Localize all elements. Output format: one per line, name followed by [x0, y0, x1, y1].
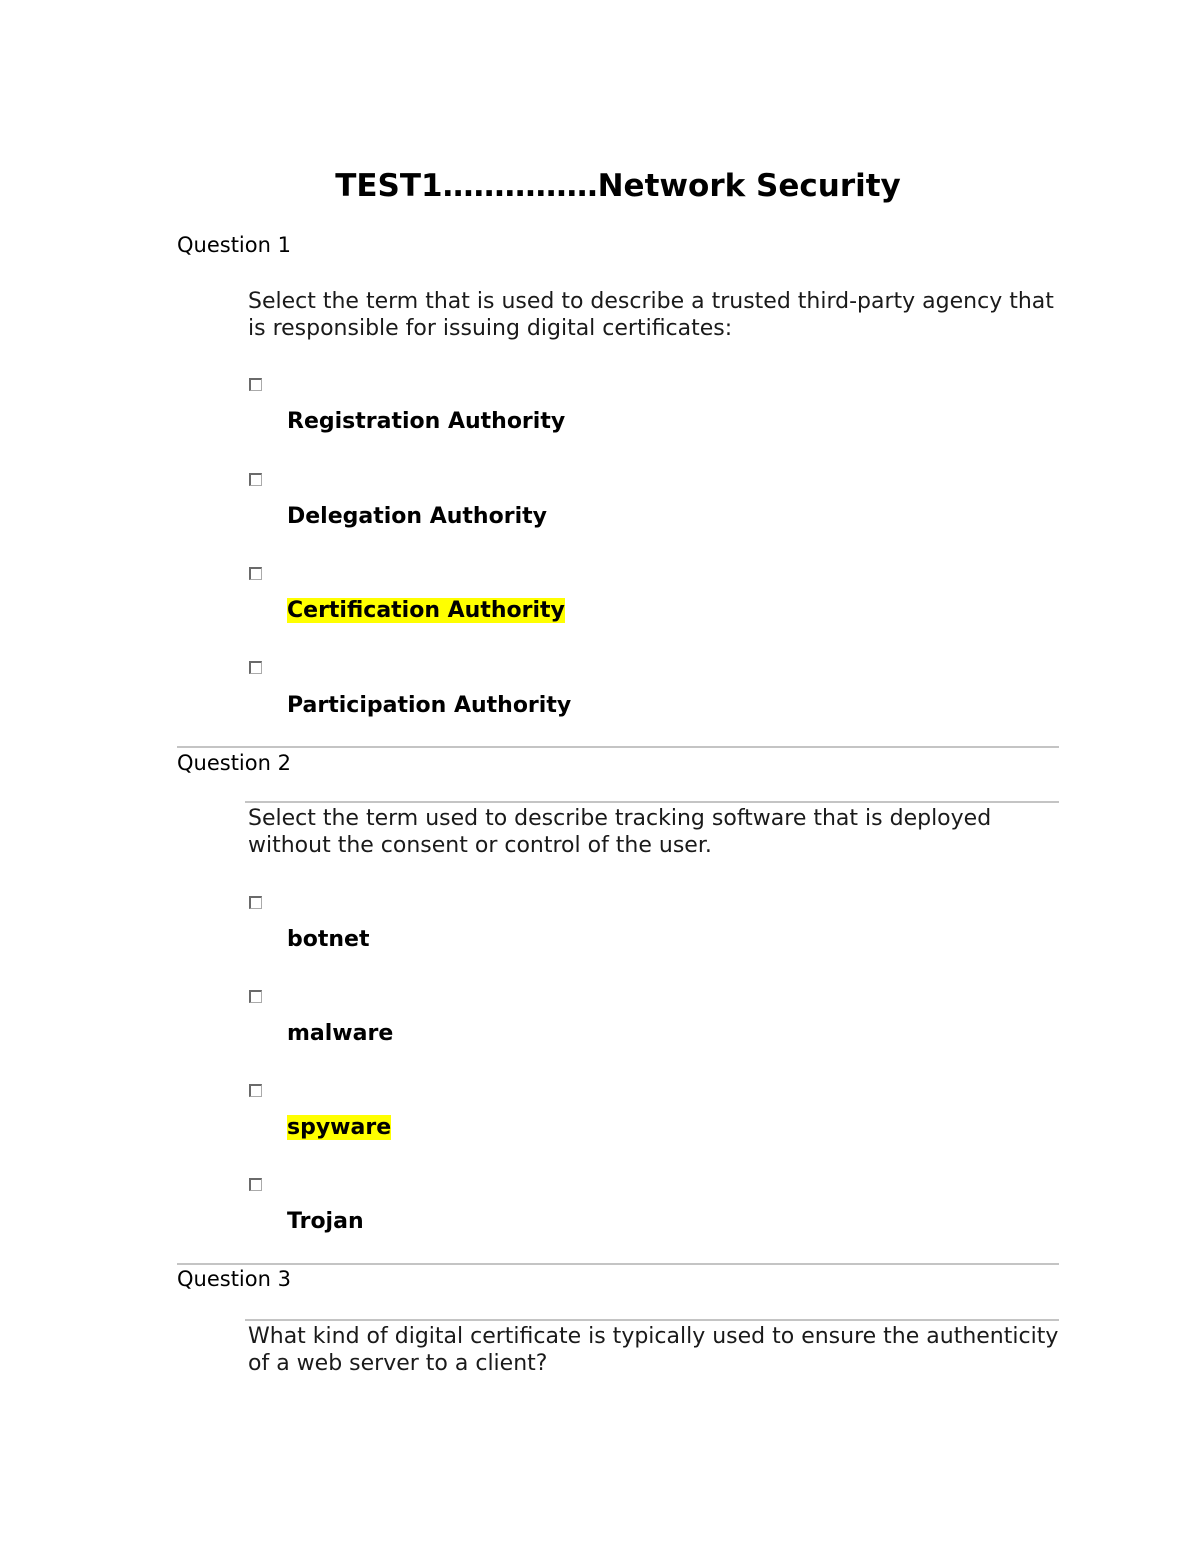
answer-highlight: Certification Authority — [287, 598, 565, 623]
q2-option-1-checkbox[interactable] — [249, 896, 262, 909]
question-3-label: Question 3 — [177, 1267, 291, 1291]
q1-option-2-checkbox[interactable] — [249, 473, 262, 486]
q2-option-2-label: malware — [287, 1021, 394, 1046]
question-1-label: Question 1 — [177, 233, 291, 257]
q2-option-2-checkbox[interactable] — [249, 990, 262, 1003]
question-1-text: Select the term that is used to describe a trusted third-party agency that is responsible for issuing digital certificates: — [248, 289, 1054, 341]
q1-option-1-checkbox[interactable] — [249, 378, 262, 391]
answer-highlight: spyware — [287, 1115, 392, 1140]
document-title: TEST1……………Network Security — [335, 168, 901, 204]
question-2-label: Question 2 — [177, 751, 291, 775]
question-2-text: Select the term used to describe tracking software that is deployed without the consent or control of the user. — [248, 806, 992, 858]
q1-option-4-label: Participation Authority — [287, 693, 572, 718]
q1-option-3-label — [287, 597, 565, 625]
q1-option-1-label: Registration Authority — [287, 409, 566, 434]
divider — [245, 1319, 1059, 1321]
q2-option-3-checkbox[interactable] — [249, 1084, 262, 1097]
q1-option-4-checkbox[interactable] — [249, 661, 262, 674]
question-3-text: What kind of digital certificate is typically used to ensure the authenticity of a web server to a client? — [248, 1324, 1059, 1376]
q2-option-3-label — [287, 1114, 391, 1142]
q2-option-4-checkbox[interactable] — [249, 1178, 262, 1191]
q1-option-3-checkbox[interactable] — [249, 567, 262, 580]
q1-option-2-label: Delegation Authority — [287, 504, 547, 529]
divider — [177, 1263, 1059, 1265]
divider — [177, 746, 1059, 748]
q2-option-1-label: botnet — [287, 927, 370, 952]
q2-option-4-label: Trojan — [287, 1209, 364, 1234]
divider — [245, 801, 1059, 803]
